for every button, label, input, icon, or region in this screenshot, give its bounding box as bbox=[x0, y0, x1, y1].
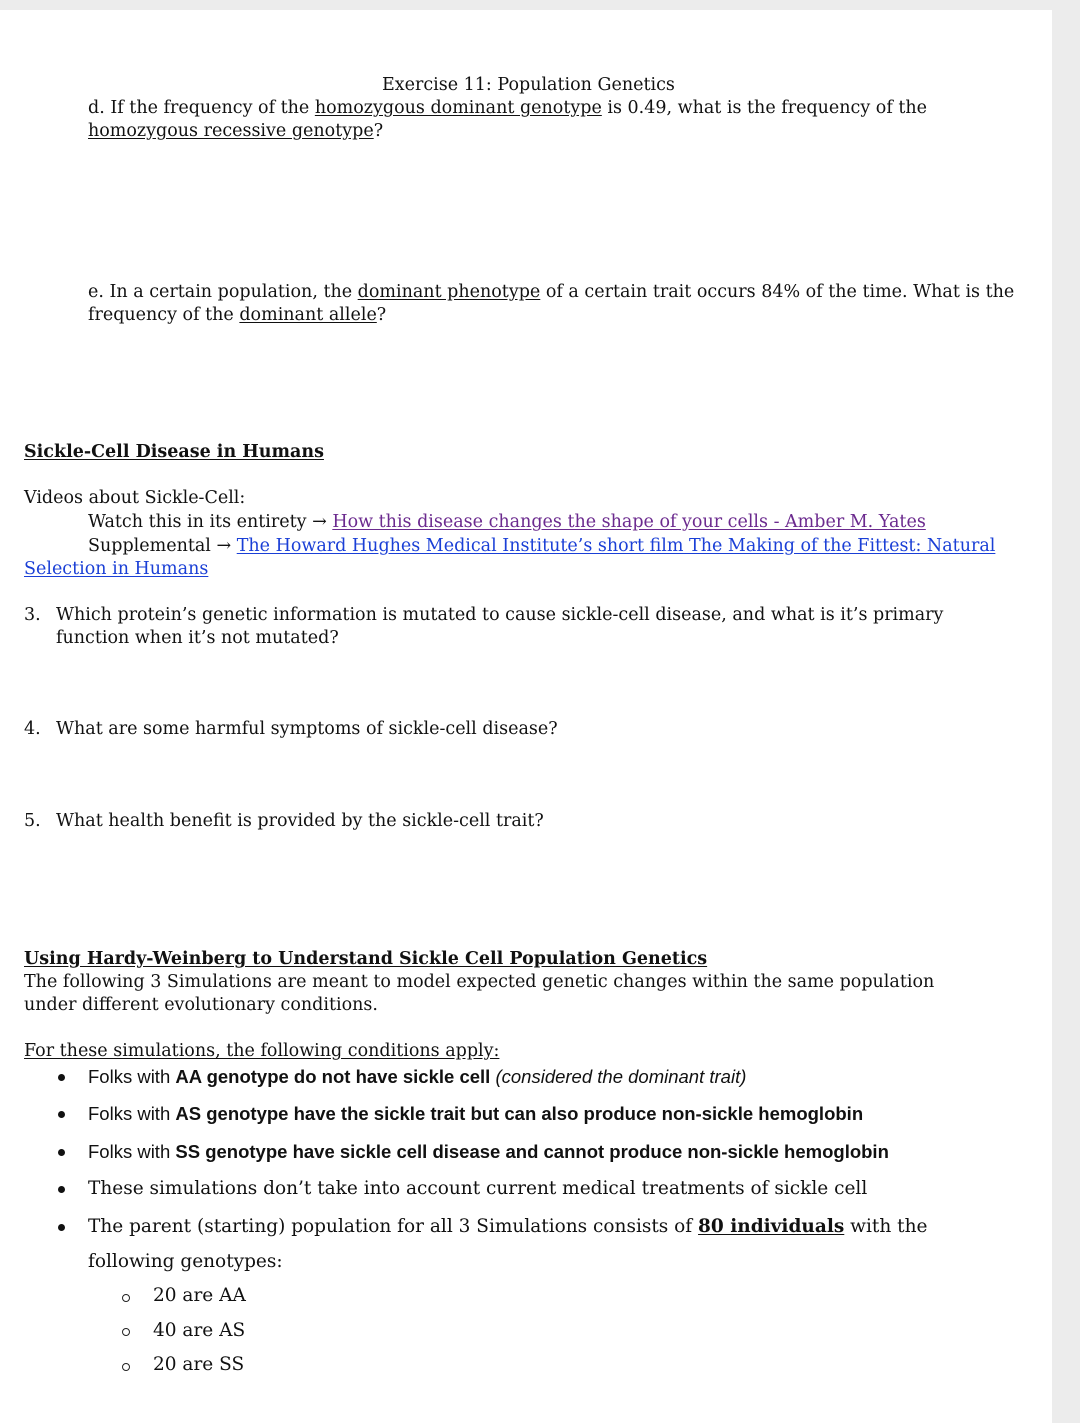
question-e-line2 bbox=[88, 304, 386, 327]
question-3-line2: function when it’s not mutated? bbox=[56, 628, 339, 648]
question-d-line2 bbox=[88, 120, 383, 143]
condition-treatments: These simulations don’t take into account current medical treatments of sickle cell bbox=[88, 1178, 868, 1199]
question-4-number: 4. bbox=[24, 719, 41, 739]
question-e-text: e. In a certain population, the bbox=[88, 282, 358, 302]
bullet-icon bbox=[58, 1224, 65, 1231]
hw-intro-line2: under different evolutionary conditions. bbox=[24, 995, 378, 1015]
watch-line bbox=[88, 511, 926, 534]
document-page bbox=[0, 10, 1052, 1423]
question-e-end: ? bbox=[376, 305, 387, 325]
supplemental-line bbox=[88, 535, 995, 558]
term-dominant-phenotype: dominant phenotype bbox=[357, 282, 541, 302]
supplemental-line2 bbox=[24, 558, 208, 581]
condition-aa-note: (considered the dominant trait) bbox=[490, 1066, 747, 1087]
question-3-line1: Which protein’s genetic information is mutated to cause sickle-cell disease, and what is it’s primary bbox=[56, 605, 944, 625]
genotype-aa: 20 are AA bbox=[153, 1285, 246, 1306]
hw-intro-line1: The following 3 Simulations are meant to model expected genetic changes within the same population bbox=[24, 972, 935, 992]
bullet-icon bbox=[58, 1111, 65, 1118]
circle-bullet-icon bbox=[122, 1328, 130, 1336]
condition-as-prefix: Folks with bbox=[88, 1103, 176, 1124]
videos-label: Videos about Sickle-Cell: bbox=[24, 488, 246, 508]
genotype-ss: 20 are SS bbox=[153, 1354, 245, 1375]
condition-as-bold: AS genotype have the sickle trait but can also produce non-sickle hemoglobin bbox=[175, 1103, 864, 1124]
conditions-heading: For these simulations, the following conditions apply: bbox=[24, 1041, 500, 1061]
video-link-amber-yates[interactable]: How this disease changes the shape of your cells - Amber M. Yates bbox=[332, 512, 926, 532]
question-4-text: What are some harmful symptoms of sickle-cell disease? bbox=[56, 719, 558, 739]
condition-as bbox=[88, 1102, 863, 1126]
condition-ss-bold: SS genotype have sickle cell disease and cannot produce non-sickle hemoglobin bbox=[175, 1141, 889, 1162]
condition-parent-population bbox=[88, 1215, 927, 1239]
condition-aa-bold: AA genotype do not have sickle cell bbox=[175, 1066, 491, 1087]
circle-bullet-icon bbox=[122, 1363, 130, 1371]
question-5-text: What health benefit is provided by the sickle-cell trait? bbox=[56, 811, 544, 831]
condition-parent-count: 80 individuals bbox=[698, 1216, 845, 1237]
condition-aa bbox=[88, 1065, 746, 1089]
question-3-number: 3. bbox=[24, 605, 41, 625]
condition-ss bbox=[88, 1140, 889, 1164]
bullet-icon bbox=[58, 1074, 65, 1081]
page-title: Exercise 11: Population Genetics bbox=[382, 75, 675, 95]
question-d-end: ? bbox=[373, 121, 384, 141]
question-d bbox=[88, 97, 927, 120]
question-e-text-middle: of a certain trait occurs 84% of the time. What is the bbox=[540, 282, 1015, 302]
bullet-icon bbox=[58, 1149, 65, 1156]
condition-parent-line2: following genotypes: bbox=[88, 1251, 283, 1272]
circle-bullet-icon bbox=[122, 1294, 130, 1302]
condition-ss-prefix: Folks with bbox=[88, 1141, 176, 1162]
question-d-text: d. If the frequency of the bbox=[88, 98, 315, 118]
question-d-text-middle: is 0.49, what is the frequency of the bbox=[601, 98, 928, 118]
video-link-hhmi-line2[interactable]: Selection in Humans bbox=[24, 559, 209, 579]
section-heading-sickle-cell: Sickle-Cell Disease in Humans bbox=[24, 442, 324, 462]
genotype-as: 40 are AS bbox=[153, 1320, 246, 1341]
term-homozygous-recessive: homozygous recessive genotype bbox=[88, 121, 374, 141]
condition-aa-prefix: Folks with bbox=[88, 1066, 176, 1087]
term-dominant-allele: dominant allele bbox=[239, 305, 377, 325]
bullet-icon bbox=[58, 1186, 65, 1193]
term-homozygous-dominant: homozygous dominant genotype bbox=[314, 98, 602, 118]
condition-parent-prefix: The parent (starting) population for all 3 Simulations consists of bbox=[88, 1216, 699, 1237]
question-5-number: 5. bbox=[24, 811, 41, 831]
supplemental-prefix: Supplemental → bbox=[88, 536, 237, 556]
section-heading-hardy-weinberg: Using Hardy-Weinberg to Understand Sickle Cell Population Genetics bbox=[24, 949, 708, 969]
question-e-line2-text: frequency of the bbox=[88, 305, 240, 325]
question-e bbox=[88, 281, 1014, 304]
watch-prefix: Watch this in its entirety → bbox=[88, 512, 333, 532]
condition-parent-suffix: with the bbox=[844, 1216, 928, 1237]
video-link-hhmi-line1[interactable]: The Howard Hughes Medical Institute’s short film The Making of the Fittest: Natural bbox=[236, 536, 996, 556]
